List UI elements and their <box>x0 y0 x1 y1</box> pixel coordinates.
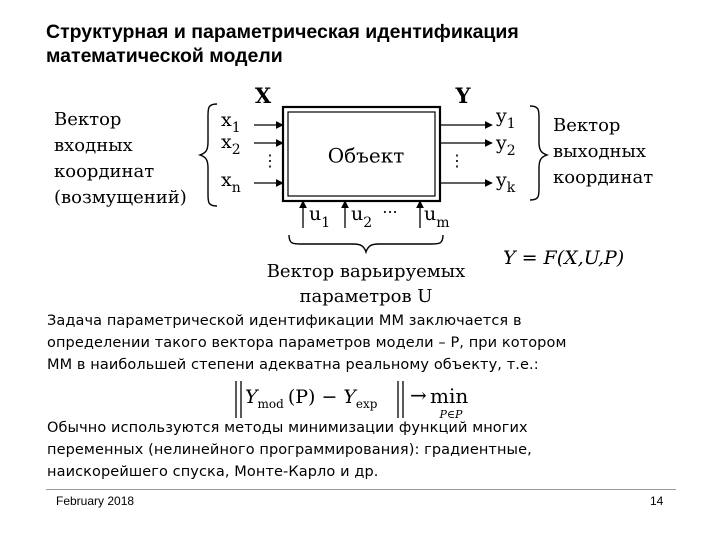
object-label: Объект <box>327 143 405 168</box>
input-label-2: $x_2$ <box>221 131 241 158</box>
param-label-2: $u_2$ <box>351 203 373 231</box>
param-caption-1: Вектор варьируемых <box>266 261 466 282</box>
param-label-1: $u_1$ <box>309 203 331 231</box>
paragraph-2-line-3: наискорейшего спуска, Монте-Карло и др. <box>47 464 379 480</box>
output-label-k: $y_k$ <box>496 169 516 196</box>
output-vector-label: Y <box>455 83 471 108</box>
paragraph-1-line-2: определении такого вектора параметров модели – P, при котором <box>47 335 567 351</box>
input-label-n: $x_n$ <box>221 169 241 196</box>
paragraph-2-line-1: Обычно используются методы минимизации функций многих <box>47 420 528 436</box>
param-caption-2: параметров U <box>299 286 433 307</box>
formula-under: P∈P <box>439 408 463 421</box>
footer-divider <box>46 489 676 490</box>
slide-title-line-2: математической модели <box>46 45 283 67</box>
formula-arrow: → <box>410 383 427 407</box>
paragraph-1 <box>47 310 687 376</box>
paragraph-1-line-1: Задача параметрической идентификации ММ заключается в <box>47 313 522 329</box>
input-caption-4: (возмущений) <box>54 187 187 208</box>
input-caption-2: входных <box>54 135 133 156</box>
output-caption-1: Вектор <box>553 115 621 136</box>
param-label-m: $u_m$ <box>424 203 450 231</box>
minimization-formula <box>236 381 468 421</box>
formula-min: min <box>430 384 469 408</box>
output-label-2: $y_2$ <box>496 132 516 159</box>
slide-title-line-1: Структурная и параметрическая идентификация <box>46 21 519 43</box>
input-brace <box>200 104 217 206</box>
input-vector-label: X <box>254 83 272 108</box>
output-caption-3: координат <box>553 167 654 188</box>
paragraph-2-line-2: переменных (нелинейного программирования): градиентные, <box>47 442 532 458</box>
formula-y-mod: $Y_{mod}$ $(P) - Y_{exp}$ <box>245 386 378 411</box>
input-caption-1: Вектор <box>54 109 122 130</box>
model-equation: Y = F(X,U,P) <box>503 247 625 269</box>
input-caption-3: координат <box>54 161 155 182</box>
input-label-1: $x_1$ <box>221 109 241 136</box>
paragraph-2 <box>47 417 687 483</box>
page-number: 14 <box>650 494 664 508</box>
paragraph-1-line-3: ММ в наибольшей степени адекватна реальному объекту, т.е.: <box>47 357 539 373</box>
output-brace <box>530 106 547 200</box>
output-ellipsis: ⋮ <box>449 151 465 170</box>
output-caption-2: выходных <box>553 141 647 162</box>
footer-date: February 2018 <box>56 494 135 508</box>
param-brace <box>289 235 443 252</box>
param-ellipsis: ... <box>382 198 398 217</box>
output-label-1: $y_1$ <box>496 105 516 132</box>
input-ellipsis: ⋮ <box>262 151 278 170</box>
